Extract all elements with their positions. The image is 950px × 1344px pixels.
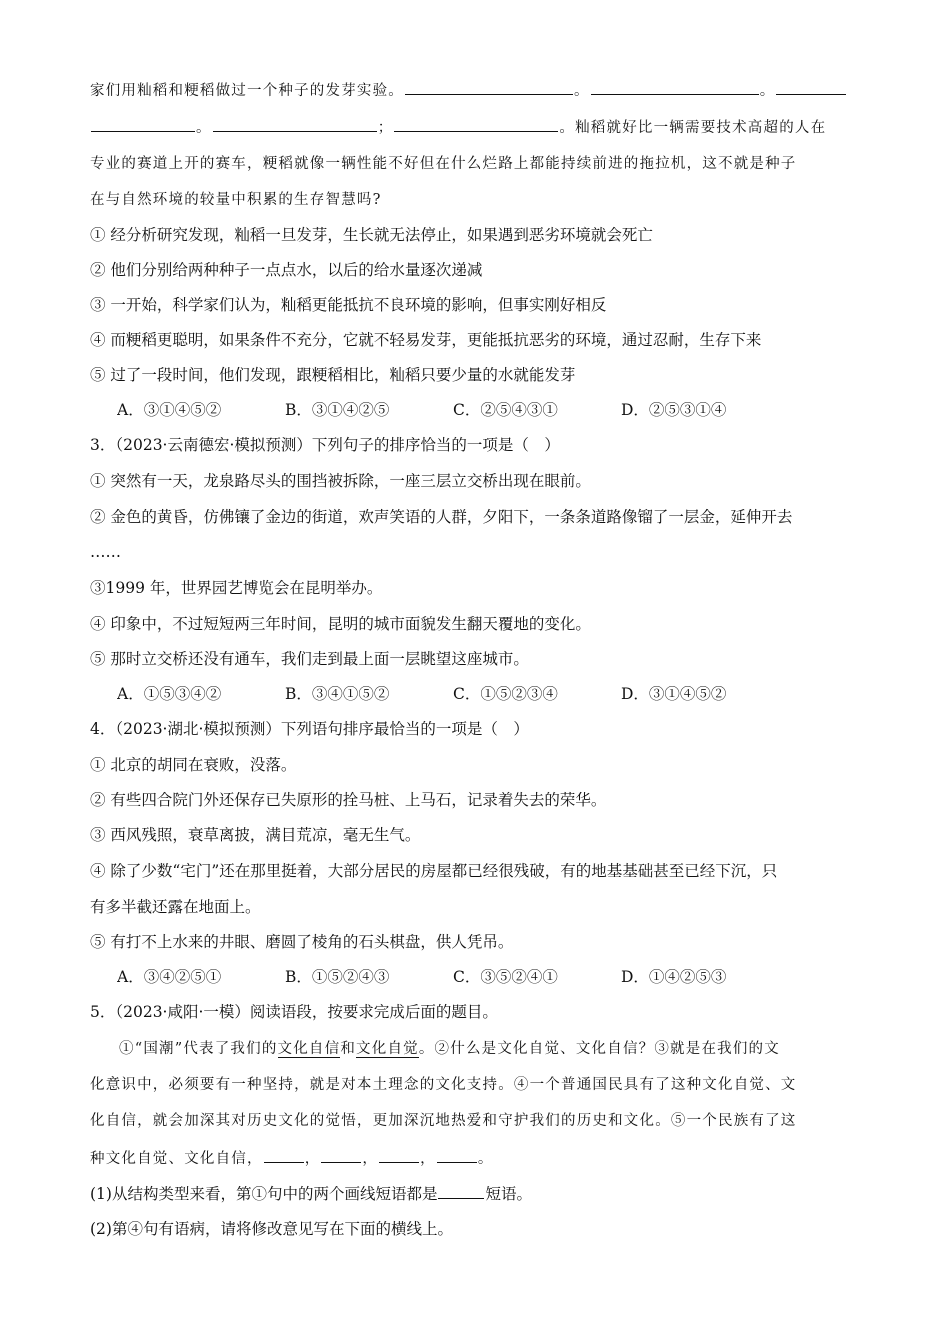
q4-options [117,967,837,987]
q4-sentence-4: ④ 除了少数“宅门”还在那里挺着，大部分居民的房屋都已经很残破，有的地基基础甚至已经下沉，只 [90,862,778,880]
q5-subquestion-1 [90,1184,860,1204]
q2-sentence-1: ① 经分析研究发现，籼稻一旦发芽，生长就无法停止，如果遇到恶劣环境就会死亡 [90,226,653,244]
q3-option-d[interactable]: D．③①④⑤② [621,685,727,703]
q2-sentence-4: ④ 而粳稻更聪明，如果条件不充分，它就不轻易发芽，更能抵抗恶劣的环境，通过忍耐，生存下来 [90,331,762,349]
q2-blank-3a[interactable] [776,80,846,95]
q4-sentence-5: ⑤ 有打不上水来的井眼、磨圆了棱角的石头棋盘，供人凭吊。 [90,933,514,951]
q2-stem-line-2: 。 ； 。籼稻就好比一辆需要技术高超的人在 [90,117,860,138]
q2-options [117,400,837,420]
q2-stem-line-4: 在与自然环境的较量中积累的生存智慧吗? [90,192,382,208]
q3-option-a[interactable]: A．①⑤③④② [117,685,222,703]
q3-sentence-3: ③1999 年，世界园艺博览会在昆明举办。 [90,579,383,597]
q3-sentence-2: ② 金色的黄昏，仿佛镶了金边的街道，欢声笑语的人群，夕阳下，一条条道路像镏了一层金，延伸开去 [90,508,793,526]
q2-option-b[interactable]: B．③①④②⑤ [285,401,390,419]
q5-passage-text-b: 。②什么是文化自觉、文化自信？③就是在我们的文 [418,1041,780,1057]
q4-sentence-1: ① 北京的胡同在衰败，没落。 [90,756,297,774]
q4-option-a[interactable]: A．③④②⑤① [117,968,222,986]
q3-sentence-2-cont: …… [90,543,121,561]
q3-option-c[interactable]: C．①⑤②③④ [453,685,558,703]
q2-blank-5[interactable] [394,117,558,132]
q4-option-d[interactable]: D．①④②⑤③ [621,968,727,986]
q5-blank-1[interactable] [264,1148,304,1163]
q5-blank-4[interactable] [437,1148,477,1163]
q5-passage-line-2: 化意识中，必须要有一种坚持，就是对本土理念的文化支持。④一个普通国民具有了这种文化自觉、文 [90,1077,797,1093]
q5-sub1-text-b: 短语。 [485,1185,532,1203]
q5-blank-2[interactable] [321,1148,361,1163]
q2-blank-4[interactable] [213,117,377,132]
q2-option-d[interactable]: D．②⑤③①④ [621,401,727,419]
q5-passage-line-3: 化自信，就会加深其对历史文化的觉悟，更加深沉地热爱和守护我们的历史和文化。⑤一个民族有了这 [90,1113,797,1129]
q2-stem-line-1: 家们用籼稻和粳稻做过一个种子的发芽实验。 。 。 [90,80,860,101]
q5-passage-line-1 [90,1039,860,1059]
q5-title: 5．（2023·咸阳·一模）阅读语段，按要求完成后面的题目。 [90,1003,498,1021]
q2-blank-1[interactable] [405,80,573,95]
q3-sentence-4: ④ 印象中，不过短短两三年时间，昆明的城市面貌发生翻天覆地的变化。 [90,615,591,633]
q3-option-b[interactable]: B．③④①⑤② [285,685,390,703]
q3-sentence-5: ⑤ 那时立交桥还没有通车，我们走到最上面一层眺望这座城市。 [90,650,529,668]
q2-sentence-2: ② 他们分别给两种种子一点点水，以后的给水量逐次递减 [90,261,483,279]
q2-blank-3b[interactable] [91,117,195,132]
q2-stem-line-3: 专业的赛道上开的赛车，粳稻就像一辆性能不好但在什么烂路上都能持续前进的拖拉机，这不就是种子 [90,156,797,172]
q4-title: 4．（2023·湖北·模拟预测）下列语句排序最恰当的一项是（ ） [90,720,529,738]
q2-option-a[interactable]: A．③①④⑤② [117,401,222,419]
q2-option-c[interactable]: C．②⑤④③① [453,401,558,419]
q5-passage-and: 和 [340,1041,357,1057]
q2-sentence-5: ⑤ 过了一段时间，他们发现，跟粳稻相比，籼稻只要少量的水就能发芽 [90,366,576,384]
q5-passage-text-c: 种文化自觉、文化自信， [90,1151,263,1167]
q5-blank-3[interactable] [379,1148,419,1163]
q4-sentence-3: ③ 西风残照，衰草离披，满目荒凉，毫无生气。 [90,826,421,844]
q2-stem-text: 家们用籼稻和粳稻做过一个种子的发芽实验。 [90,83,404,99]
q5-passage-end: 。 [477,1151,494,1167]
q4-option-c[interactable]: C．③⑤②④① [453,968,558,986]
q4-sentence-2: ② 有些四合院门外还保存已失原形的拴马桩、上马石，记录着失去的荣华。 [90,791,607,809]
q4-option-b[interactable]: B．①⑤②④③ [285,968,390,986]
q2-sentence-3: ③ 一开始，科学家们认为，籼稻更能抵抗不良环境的影响，但事实刚好相反 [90,296,607,314]
q3-title: 3．（2023·云南德宏·模拟预测）下列句子的排序恰当的一项是（ ） [90,436,560,454]
q3-options [117,684,837,704]
q5-passage-line-4: 种文化自觉、文化自信， ， ， ， 。 [90,1148,860,1169]
q5-underlined-phrase-1: 文化自信 [277,1041,341,1057]
q2-blank-2[interactable] [591,80,759,95]
q3-sentence-1: ① 突然有一天，龙泉路尽头的围挡被拆除，一座三层立交桥出现在眼前。 [90,472,591,490]
q5-passage-text-a: ①“国潮”代表了我们的 [119,1041,278,1057]
q5-subquestion-2: (2)第④句有语病，请将修改意见写在下面的横线上。 [90,1220,453,1238]
q4-sentence-4-cont: 有多半截还露在地面上。 [90,898,261,916]
q5-sub1-text-a: (1)从结构类型来看，第①句中的两个画线短语都是 [90,1185,438,1203]
q5-underlined-phrase-2: 文化自觉 [356,1041,419,1057]
q5-sub1-blank[interactable] [438,1184,484,1199]
q2-stem-tail: 。籼稻就好比一辆需要技术高超的人在 [559,120,827,136]
